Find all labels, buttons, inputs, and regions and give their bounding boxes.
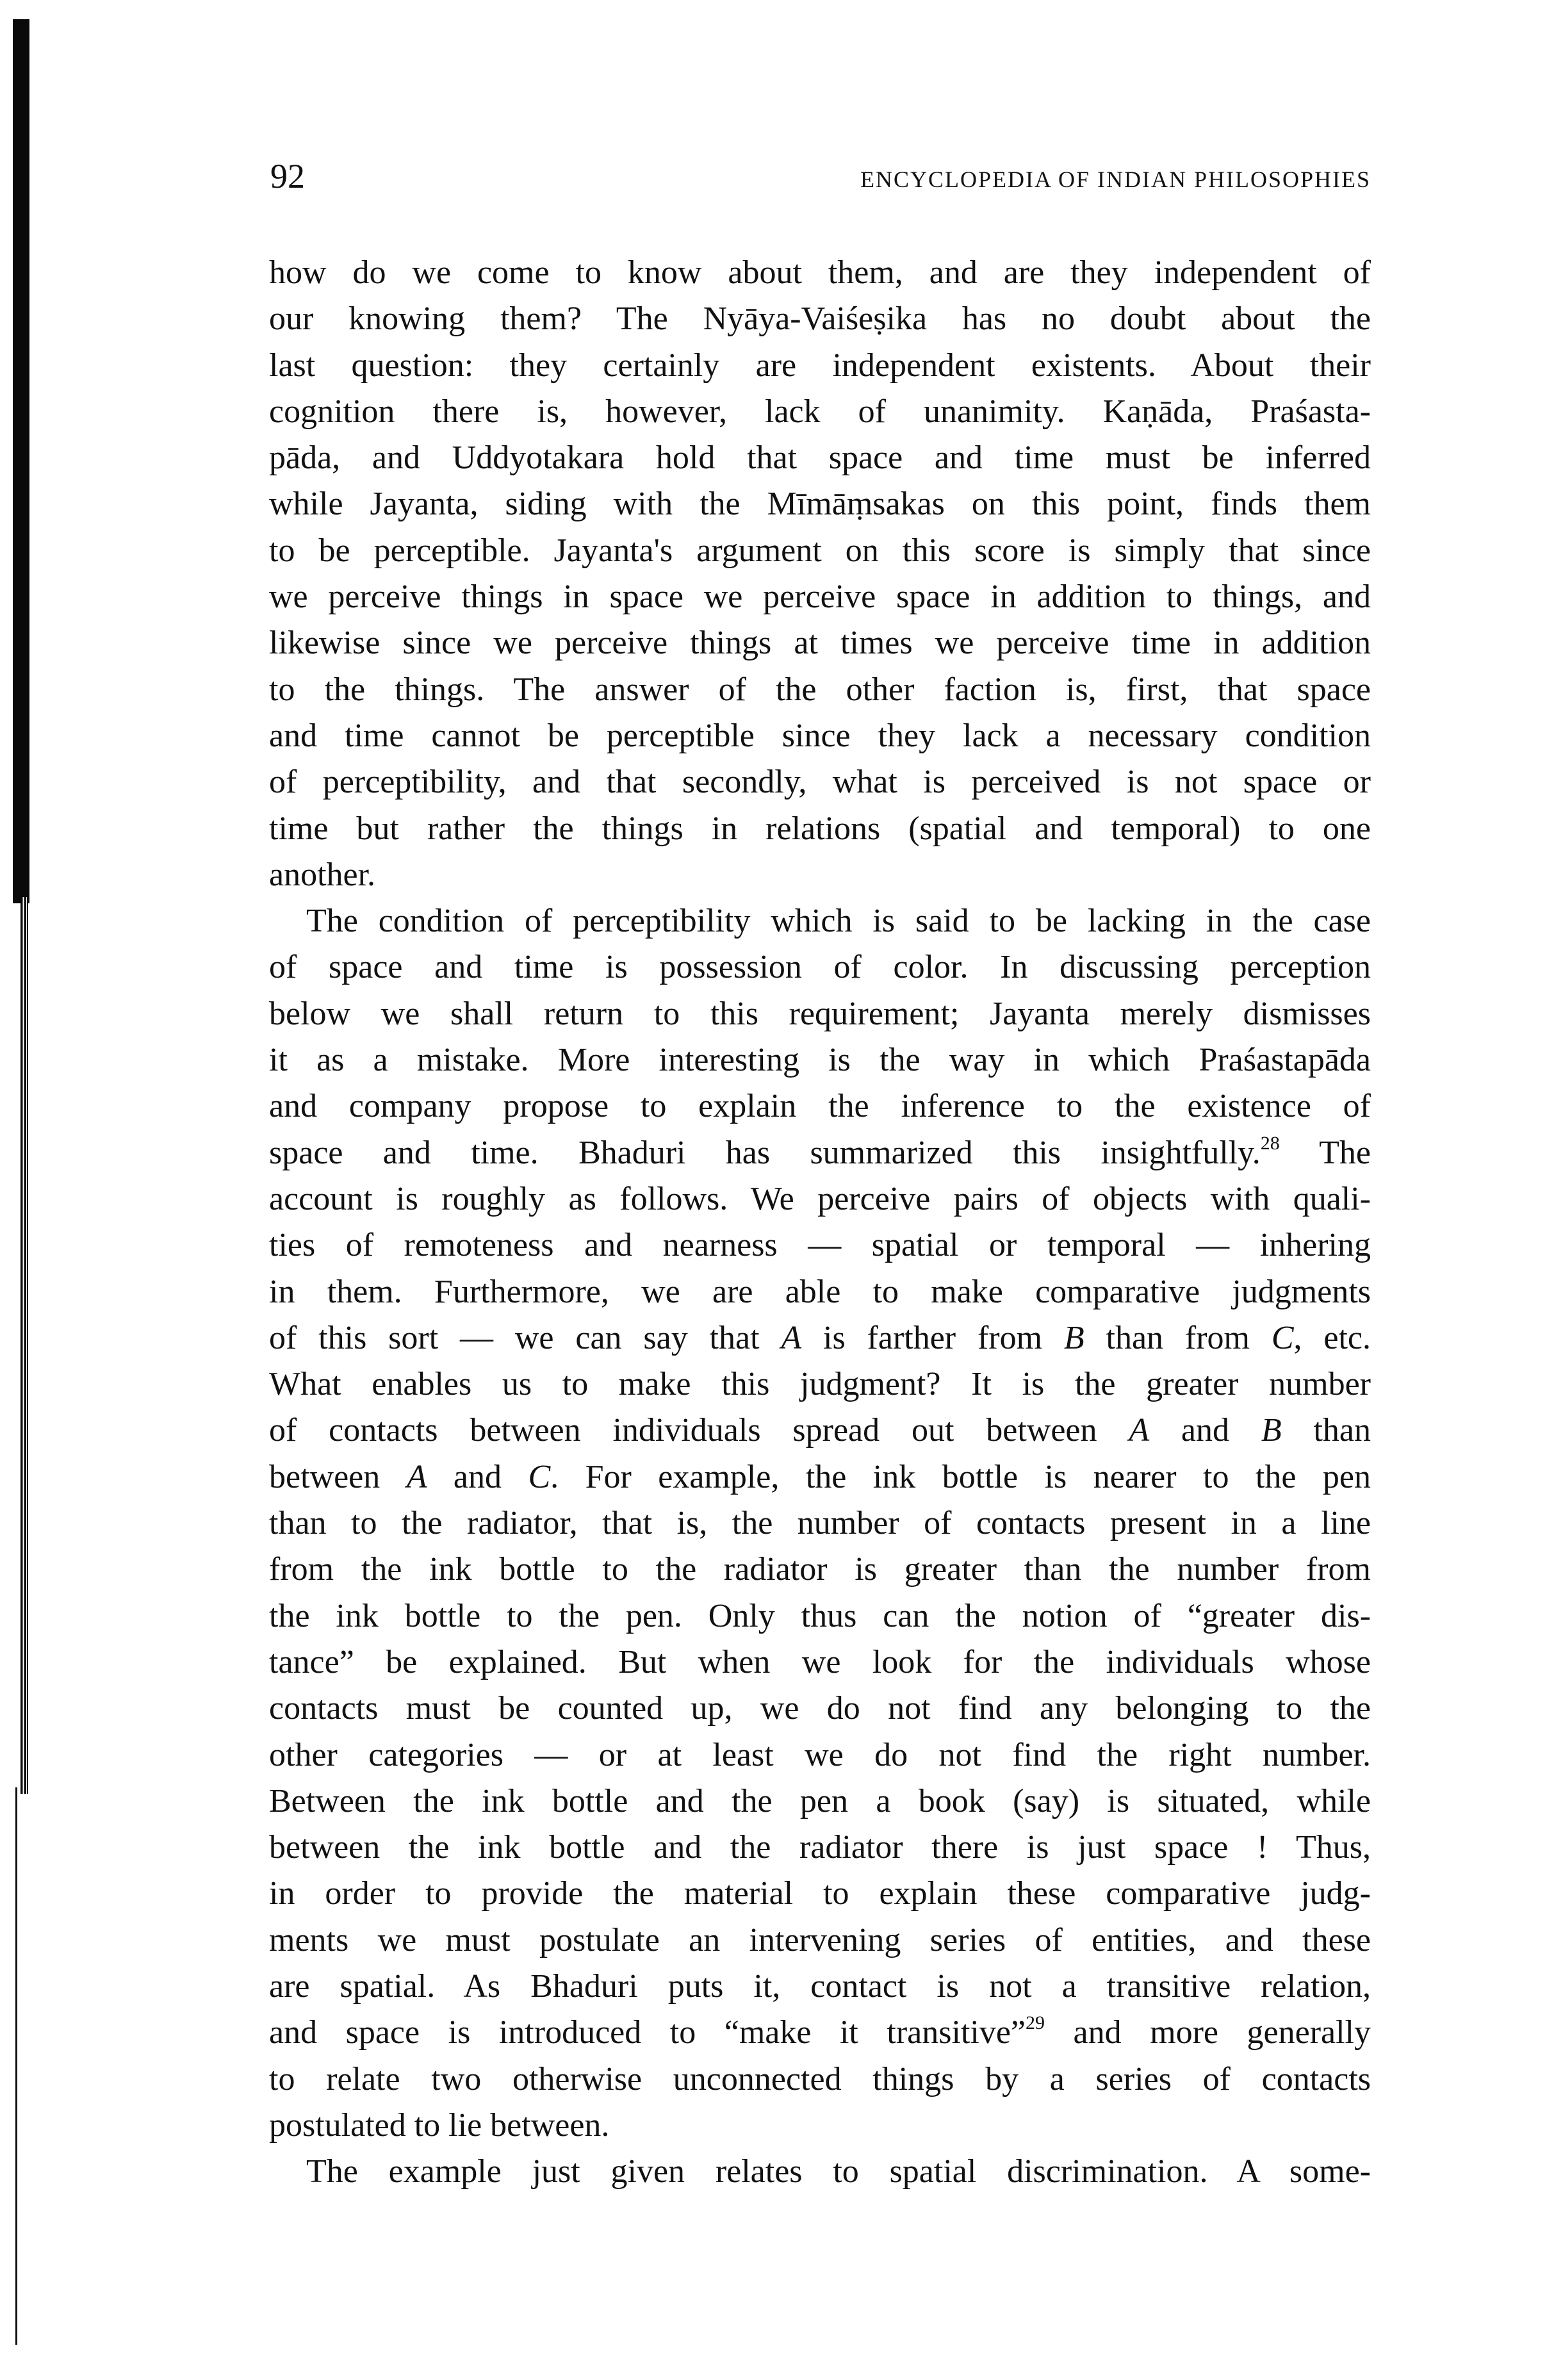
text-line: in order to provide the material to explain these comparative judg- bbox=[269, 1875, 1371, 1912]
text-line: time but rather the things in relations (spatial and temporal) to one bbox=[269, 810, 1371, 847]
variable-b: B bbox=[1261, 1412, 1282, 1449]
text-line: of space and time is possession of color. In discussing perception bbox=[269, 949, 1371, 986]
text-line: between the ink bottle and the radiator there is just space ! Thus, bbox=[269, 1829, 1371, 1866]
footnote-ref-28[interactable]: 28 bbox=[1260, 1132, 1280, 1154]
text-run: and bbox=[1149, 1412, 1261, 1449]
running-head-title: ENCYCLOPEDIA OF INDIAN PHILOSOPHIES bbox=[860, 167, 1371, 192]
running-head bbox=[270, 154, 1371, 199]
variable-a: A bbox=[781, 1319, 802, 1356]
page-number: 92 bbox=[270, 157, 305, 195]
text-line: cognition there is, however, lack of unanimity. Kaṇāda, Praśasta- bbox=[269, 393, 1371, 430]
text-line: other categories — or at least we do not find the right number. bbox=[269, 1736, 1371, 1773]
text-line: ments we must postulate an intervening series of entities, and these bbox=[269, 1921, 1371, 1958]
variable-c: C bbox=[528, 1458, 551, 1495]
scan-edge-artifact bbox=[15, 1787, 17, 2345]
text-line: from the ink bottle to the radiator is greater than the number from bbox=[269, 1551, 1371, 1588]
variable-c: C bbox=[1271, 1319, 1294, 1356]
scan-edge-artifact bbox=[20, 897, 28, 1794]
variable-b: B bbox=[1063, 1319, 1084, 1356]
text-line bbox=[269, 1407, 1371, 1454]
text-line: of perceptibility, and that secondly, what is perceived is not space or bbox=[269, 764, 1371, 801]
text-line bbox=[269, 2010, 1371, 2056]
text-line: account is roughly as follows. We perceive pairs of objects with quali- bbox=[269, 1180, 1371, 1217]
text-line: while Jayanta, siding with the Mīmāṃsakas on this point, finds them bbox=[269, 486, 1371, 523]
text-run: , etc. bbox=[1293, 1319, 1371, 1356]
text-run: than from bbox=[1084, 1319, 1272, 1356]
text-line: it as a mistake. More interesting is the way in which Praśastapāda bbox=[269, 1042, 1371, 1079]
text-line bbox=[269, 1130, 1371, 1176]
paragraph bbox=[269, 250, 1371, 898]
text-line: how do we come to know about them, and are they independent of bbox=[269, 254, 1371, 291]
text-line: contacts must be counted up, we do not find any belonging to the bbox=[269, 1690, 1371, 1727]
text-line: to the things. The answer of the other faction is, first, that space bbox=[269, 671, 1371, 708]
text-line bbox=[269, 1454, 1371, 1500]
text-line: in them. Furthermore, we are able to make comparative judgments bbox=[269, 1273, 1371, 1310]
text-run: is farther from bbox=[801, 1319, 1064, 1356]
text-line: we perceive things in space we perceive space in addition to things, and bbox=[269, 579, 1371, 616]
text-line: to relate two otherwise unconnected things by a series of contacts bbox=[269, 2060, 1371, 2097]
text-run: and space is introduced to “make it transitive” bbox=[269, 2014, 1026, 2051]
text-line: likewise since we perceive things at times we perceive time in addition bbox=[269, 625, 1371, 662]
text-run: and bbox=[427, 1458, 528, 1495]
text-line: our knowing them? The Nyāya-Vaiśeṣika has no doubt about the bbox=[269, 300, 1371, 338]
text-line: are spatial. As Bhaduri puts it, contact is not a transitive relation, bbox=[269, 1967, 1371, 2005]
text-line: and time cannot be perceptible since they lack a necessary condition bbox=[269, 717, 1371, 754]
text-line: The condition of perceptibility which is said to be lacking in the case bbox=[306, 903, 1371, 940]
paragraph bbox=[269, 898, 1371, 2149]
text-line: postulated to lie between. bbox=[269, 2106, 610, 2144]
text-run: of contacts between individuals spread out between bbox=[269, 1412, 1129, 1449]
scan-edge-artifact bbox=[13, 19, 29, 903]
text-line: ties of remoteness and nearness — spatial or temporal — inhering bbox=[269, 1227, 1371, 1264]
paragraph bbox=[269, 2149, 1371, 2195]
text-line: Between the ink bottle and the pen a book (say) is situated, while bbox=[269, 1782, 1371, 1819]
variable-a: A bbox=[1129, 1412, 1150, 1449]
text-line: pāda, and Uddyotakara hold that space and time must be inferred bbox=[269, 439, 1371, 477]
text-line: What enables us to make this judgment? It is the greater number bbox=[269, 1366, 1371, 1403]
text-run: between bbox=[269, 1458, 407, 1495]
text-line: last question: they certainly are independent existents. About their bbox=[269, 347, 1371, 384]
text-line: another. bbox=[269, 856, 376, 893]
text-run: than bbox=[1281, 1412, 1371, 1449]
variable-a: A bbox=[406, 1458, 427, 1495]
text-line bbox=[269, 1315, 1371, 1361]
text-line: than to the radiator, that is, the number of contacts present in a line bbox=[269, 1505, 1371, 1542]
body-text bbox=[269, 250, 1371, 2195]
text-run: The bbox=[1279, 1134, 1371, 1171]
text-line: tance” be explained. But when we look for the individuals whose bbox=[269, 1643, 1371, 1680]
footnote-ref-29[interactable]: 29 bbox=[1026, 2012, 1045, 2034]
text-line: the ink bottle to the pen. Only thus can the notion of “greater dis- bbox=[269, 1597, 1371, 1634]
text-run: space and time. Bhaduri has summarized this insightfully. bbox=[269, 1134, 1261, 1171]
text-line: to be perceptible. Jayanta's argument on this score is simply that since bbox=[269, 532, 1371, 569]
text-line: below we shall return to this requirement; Jayanta merely dismisses bbox=[269, 995, 1371, 1032]
text-line: and company propose to explain the inference to the existence of bbox=[269, 1088, 1371, 1125]
text-run: of this sort — we can say that bbox=[269, 1319, 782, 1356]
text-run: . For example, the ink bottle is nearer to the pen bbox=[550, 1458, 1371, 1495]
text-line: The example just given relates to spatial discrimination. A some- bbox=[306, 2153, 1371, 2190]
text-run: and more generally bbox=[1045, 2014, 1371, 2051]
